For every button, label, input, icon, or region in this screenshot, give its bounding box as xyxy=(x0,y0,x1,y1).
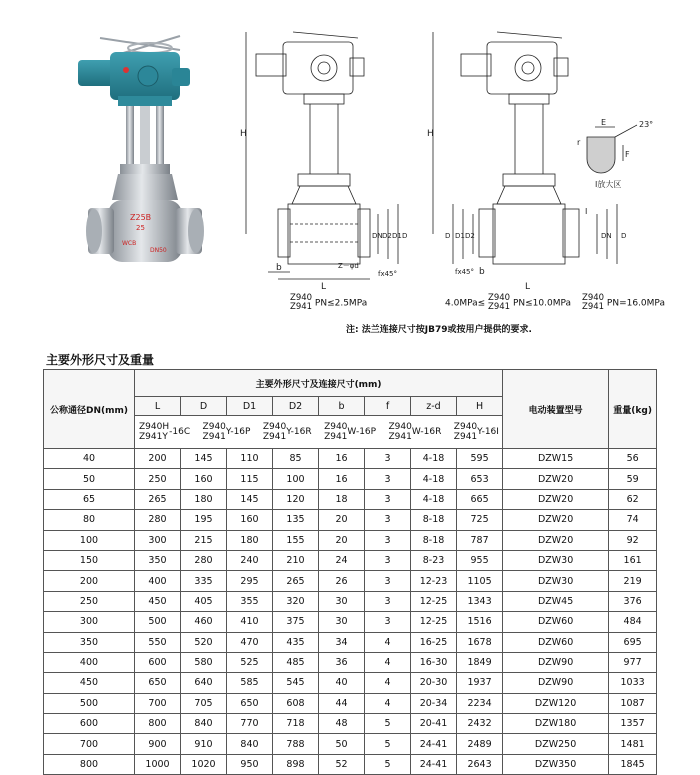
table-cell: 4-18 xyxy=(411,489,457,509)
model-label: Z940 Z941 Y-16P xyxy=(202,422,251,442)
table-row xyxy=(44,449,657,469)
table-cell: 145 xyxy=(227,489,273,509)
table-row xyxy=(44,510,657,530)
table-cell: 12-23 xyxy=(411,571,457,591)
drawing2-label-fx45: fx45° xyxy=(455,268,475,276)
table-cell: DZW90 xyxy=(503,652,609,672)
table-cell: 725 xyxy=(457,510,503,530)
table-cell: 4 xyxy=(365,673,411,693)
table-row xyxy=(44,652,657,672)
caption-high-pressure: Z940 Z941 PN=16.0MPa xyxy=(582,293,665,312)
model-row xyxy=(135,416,503,449)
table-cell: 250 xyxy=(44,591,135,611)
model-label: Z940 Z941 Y-16I xyxy=(453,422,499,442)
subheader-h: H xyxy=(457,397,503,416)
table-cell: 16 xyxy=(319,469,365,489)
table-cell: 250 xyxy=(135,469,181,489)
drawing-label-fx45: fx45° xyxy=(378,270,398,278)
table-cell: 1087 xyxy=(609,693,657,713)
table-cell: 910 xyxy=(181,734,227,754)
caption-mid-pressure: 4.0MPa≤ Z940 Z941 PN≤10.0MPa xyxy=(445,293,572,312)
table-cell: 200 xyxy=(44,571,135,591)
table-cell: 155 xyxy=(273,530,319,550)
table-row xyxy=(44,754,657,774)
table-cell: 8-18 xyxy=(411,510,457,530)
table-cell: 840 xyxy=(227,734,273,754)
table-row xyxy=(44,693,657,713)
table-cell: 26 xyxy=(319,571,365,591)
table-cell: 5 xyxy=(365,754,411,774)
table-cell: 4 xyxy=(365,632,411,652)
drawing-low-pressure xyxy=(238,24,443,314)
table-cell: DZW20 xyxy=(503,510,609,530)
table-cell: 65 xyxy=(44,489,135,509)
subheader-f: f xyxy=(365,397,411,416)
table-cell: 665 xyxy=(457,489,503,509)
drawing-label-d1: D1 xyxy=(392,232,402,240)
table-cell: 280 xyxy=(135,510,181,530)
header-motor: 电动装置型号 xyxy=(503,370,609,449)
detail-label-r: r xyxy=(577,138,581,147)
table-cell: 355 xyxy=(227,591,273,611)
table-row xyxy=(44,734,657,754)
table-cell: 460 xyxy=(181,612,227,632)
table-cell: 265 xyxy=(273,571,319,591)
table-cell: 1849 xyxy=(457,652,503,672)
table-cell: 34 xyxy=(319,632,365,652)
valve-marking-material: WCB xyxy=(122,240,137,247)
table-cell: 5 xyxy=(365,734,411,754)
table-cell: 955 xyxy=(457,550,503,570)
table-cell: 435 xyxy=(273,632,319,652)
table-cell: 20-30 xyxy=(411,673,457,693)
table-cell: 375 xyxy=(273,612,319,632)
section-title: 主要外形尺寸及重量 xyxy=(46,353,155,367)
table-cell: 115 xyxy=(227,469,273,489)
table-cell: 12-25 xyxy=(411,612,457,632)
table-cell: 1357 xyxy=(609,714,657,734)
table-cell: DZW120 xyxy=(503,693,609,713)
table-cell: DZW15 xyxy=(503,449,609,469)
table-cell: 1937 xyxy=(457,673,503,693)
table-cell: 410 xyxy=(227,612,273,632)
table-cell: DZW90 xyxy=(503,673,609,693)
table-row xyxy=(44,714,657,734)
drawing2-label-d2: D2 xyxy=(465,232,475,240)
table-cell: 600 xyxy=(44,714,135,734)
drawing-label-dn: DN xyxy=(372,232,383,240)
table-cell: 4 xyxy=(365,652,411,672)
table-cell: DZW30 xyxy=(503,550,609,570)
table-cell: 1845 xyxy=(609,754,657,774)
table-cell: 595 xyxy=(457,449,503,469)
table-row xyxy=(44,632,657,652)
table-cell: 2234 xyxy=(457,693,503,713)
table-cell: 400 xyxy=(44,652,135,672)
table-cell: 145 xyxy=(181,449,227,469)
table-cell: 525 xyxy=(227,652,273,672)
table-cell: 484 xyxy=(609,612,657,632)
table-cell: 770 xyxy=(227,714,273,734)
table-cell: 215 xyxy=(181,530,227,550)
table-cell: 1481 xyxy=(609,734,657,754)
table-cell: 74 xyxy=(609,510,657,530)
table-cell: 40 xyxy=(44,449,135,469)
table-cell: 280 xyxy=(181,550,227,570)
table-cell: 2489 xyxy=(457,734,503,754)
drawing2-label-d: D xyxy=(445,232,451,240)
detail-caption: Ⅰ放大区 xyxy=(595,180,622,189)
table-cell: 5 xyxy=(365,714,411,734)
drawing-label-zd: Z－φd xyxy=(338,262,359,270)
table-cell: 900 xyxy=(135,734,181,754)
table-cell: 1033 xyxy=(609,673,657,693)
table-cell: 650 xyxy=(135,673,181,693)
table-cell: 585 xyxy=(227,673,273,693)
table-cell: 16-30 xyxy=(411,652,457,672)
table-cell: 840 xyxy=(181,714,227,734)
table-cell: DZW180 xyxy=(503,714,609,734)
table-cell: 3 xyxy=(365,449,411,469)
table-cell: DZW60 xyxy=(503,612,609,632)
table-cell: 3 xyxy=(365,591,411,611)
table-cell: 950 xyxy=(227,754,273,774)
table-cell: 120 xyxy=(273,489,319,509)
table-cell: 898 xyxy=(273,754,319,774)
table-cell: 376 xyxy=(609,591,657,611)
drawing-label-b: b xyxy=(276,263,282,273)
table-cell: 608 xyxy=(273,693,319,713)
table-cell: 3 xyxy=(365,489,411,509)
table-cell: 300 xyxy=(135,530,181,550)
table-cell: 52 xyxy=(319,754,365,774)
table-cell: 3 xyxy=(365,510,411,530)
table-cell: 1516 xyxy=(457,612,503,632)
table-cell: 650 xyxy=(227,693,273,713)
table-row xyxy=(44,591,657,611)
table-cell: 100 xyxy=(273,469,319,489)
table-cell: 485 xyxy=(273,652,319,672)
table-cell: 50 xyxy=(44,469,135,489)
table-cell: 800 xyxy=(44,754,135,774)
table-cell: 30 xyxy=(319,591,365,611)
table-cell: 85 xyxy=(273,449,319,469)
table-cell: 48 xyxy=(319,714,365,734)
table-cell: 1678 xyxy=(457,632,503,652)
valve-marking-model: Z25B xyxy=(130,213,152,222)
subheader-d1: D1 xyxy=(227,397,273,416)
subheader-d2: D2 xyxy=(273,397,319,416)
table-cell: 110 xyxy=(227,449,273,469)
table-cell: 700 xyxy=(135,693,181,713)
table-cell: 3 xyxy=(365,530,411,550)
table-cell: DZW20 xyxy=(503,489,609,509)
table-cell: 300 xyxy=(44,612,135,632)
table-cell: 2432 xyxy=(457,714,503,734)
table-cell: 92 xyxy=(609,530,657,550)
subheader-b: b xyxy=(319,397,365,416)
header-dims: 主要外形尺寸及连接尺寸(mm) xyxy=(135,370,503,397)
table-cell: 200 xyxy=(135,449,181,469)
drawing-label-d: D xyxy=(402,232,408,240)
table-cell: 62 xyxy=(609,489,657,509)
valve-marking-pressure: 25 xyxy=(136,224,145,232)
subheader-d: D xyxy=(181,397,227,416)
table-cell: 1105 xyxy=(457,571,503,591)
table-cell: 100 xyxy=(44,530,135,550)
table-row xyxy=(44,469,657,489)
table-cell: 977 xyxy=(609,652,657,672)
table-cell: DZW20 xyxy=(503,469,609,489)
table-cell: 16 xyxy=(319,449,365,469)
table-cell: 20-34 xyxy=(411,693,457,713)
table-cell: 640 xyxy=(181,673,227,693)
table-cell: 50 xyxy=(319,734,365,754)
table-row xyxy=(44,612,657,632)
table-cell: 520 xyxy=(181,632,227,652)
drawing-label-h: H xyxy=(240,129,247,139)
table-cell: 2643 xyxy=(457,754,503,774)
table-cell: 150 xyxy=(44,550,135,570)
table-cell: 24 xyxy=(319,550,365,570)
table-cell: 470 xyxy=(227,632,273,652)
table-cell: 705 xyxy=(181,693,227,713)
table-cell: 3 xyxy=(365,571,411,591)
table-cell: 219 xyxy=(609,571,657,591)
table-cell: 36 xyxy=(319,652,365,672)
table-cell: 18 xyxy=(319,489,365,509)
table-cell: 450 xyxy=(135,591,181,611)
table-cell: 180 xyxy=(181,489,227,509)
table-row xyxy=(44,489,657,509)
detail-label-angle: 23° xyxy=(639,120,654,129)
table-cell: 80 xyxy=(44,510,135,530)
table-cell: 788 xyxy=(273,734,319,754)
table-cell: DZW350 xyxy=(503,754,609,774)
table-cell: 180 xyxy=(227,530,273,550)
table-cell: 265 xyxy=(135,489,181,509)
table-cell: 580 xyxy=(181,652,227,672)
table-cell: 335 xyxy=(181,571,227,591)
detail-label-f: F xyxy=(625,150,630,159)
table-cell: 59 xyxy=(609,469,657,489)
spec-table xyxy=(43,369,657,775)
table-cell: 4-18 xyxy=(411,469,457,489)
table-cell: 44 xyxy=(319,693,365,713)
table-cell: 12-25 xyxy=(411,591,457,611)
table-cell: 4-18 xyxy=(411,449,457,469)
table-row xyxy=(44,571,657,591)
table-cell: 1343 xyxy=(457,591,503,611)
model-label: Z940 Z941 W-16R xyxy=(388,422,442,442)
drawing-label-d2: D2 xyxy=(382,232,392,240)
drawing2-label-h: H xyxy=(427,129,434,139)
valve-photo-svg xyxy=(60,30,220,280)
valve-marking-dn: DN50 xyxy=(150,247,167,254)
table-cell: 30 xyxy=(319,612,365,632)
table-cell: 405 xyxy=(181,591,227,611)
table-cell: 195 xyxy=(181,510,227,530)
drawing2-label-d1: D1 xyxy=(455,232,465,240)
figure-area xyxy=(0,0,700,340)
table-cell: 20-41 xyxy=(411,714,457,734)
table-cell: 16-25 xyxy=(411,632,457,652)
valve-photo xyxy=(60,30,220,280)
table-cell: 160 xyxy=(227,510,273,530)
table-cell: 550 xyxy=(135,632,181,652)
table-cell: 800 xyxy=(135,714,181,734)
subheader-l: L xyxy=(135,397,181,416)
table-cell: 600 xyxy=(135,652,181,672)
table-cell: 295 xyxy=(227,571,273,591)
header-weight: 重量(kg) xyxy=(609,370,657,449)
table-cell: 700 xyxy=(44,734,135,754)
model-label: Z940 Z941 W-16P xyxy=(324,422,377,442)
drawing2-label-d-right: D xyxy=(621,232,627,240)
table-cell: DZW30 xyxy=(503,571,609,591)
table-cell: 350 xyxy=(44,632,135,652)
table-cell: 20 xyxy=(319,510,365,530)
table-cell: 500 xyxy=(44,693,135,713)
table-cell: 56 xyxy=(609,449,657,469)
table-cell: 450 xyxy=(44,673,135,693)
table-cell: 545 xyxy=(273,673,319,693)
caption-low-pressure: Z940 Z941 PN≤2.5MPa xyxy=(290,293,368,312)
table-cell: 3 xyxy=(365,469,411,489)
drawing2-label-roman: Ⅰ xyxy=(585,207,588,216)
table-cell: 718 xyxy=(273,714,319,734)
detail-label-e: E xyxy=(601,118,607,127)
detail-enlarged-view xyxy=(575,115,685,195)
table-cell: 695 xyxy=(609,632,657,652)
drawing2-label-l: L xyxy=(525,282,531,292)
subheader-zd: z-d xyxy=(411,397,457,416)
table-cell: 400 xyxy=(135,571,181,591)
table-cell: 653 xyxy=(457,469,503,489)
table-cell: 3 xyxy=(365,550,411,570)
table-cell: 3 xyxy=(365,612,411,632)
model-label: Z940H Z941Y -16C xyxy=(139,422,191,442)
drawing2-label-dn: DN xyxy=(601,232,612,240)
table-row xyxy=(44,530,657,550)
table-cell: 40 xyxy=(319,673,365,693)
table-cell: 500 xyxy=(135,612,181,632)
drawing-label-l: L xyxy=(321,282,327,292)
table-cell: 240 xyxy=(227,550,273,570)
table-row xyxy=(44,673,657,693)
table-cell: 20 xyxy=(319,530,365,550)
table-cell: DZW45 xyxy=(503,591,609,611)
table-cell: 160 xyxy=(181,469,227,489)
table-cell: 135 xyxy=(273,510,319,530)
table-cell: 1000 xyxy=(135,754,181,774)
table-cell: DZW20 xyxy=(503,530,609,550)
header-dn: 公称通径DN(mm) xyxy=(44,370,135,449)
model-label: Z940 Z941 Y-16R xyxy=(262,422,312,442)
table-cell: 24-41 xyxy=(411,734,457,754)
table-cell: 8-23 xyxy=(411,550,457,570)
table-cell: 161 xyxy=(609,550,657,570)
table-cell: 787 xyxy=(457,530,503,550)
drawing2-label-b: b xyxy=(479,267,485,277)
table-row xyxy=(44,550,657,570)
flange-note: 注: 法兰连接尺寸按JB79或按用户提供的要求. xyxy=(346,325,532,335)
table-cell: DZW250 xyxy=(503,734,609,754)
table-cell: 1020 xyxy=(181,754,227,774)
table-cell: 350 xyxy=(135,550,181,570)
table-cell: DZW60 xyxy=(503,632,609,652)
table-cell: 320 xyxy=(273,591,319,611)
table-cell: 8-18 xyxy=(411,530,457,550)
table-cell: 4 xyxy=(365,693,411,713)
table-cell: 210 xyxy=(273,550,319,570)
table-cell: 24-41 xyxy=(411,754,457,774)
